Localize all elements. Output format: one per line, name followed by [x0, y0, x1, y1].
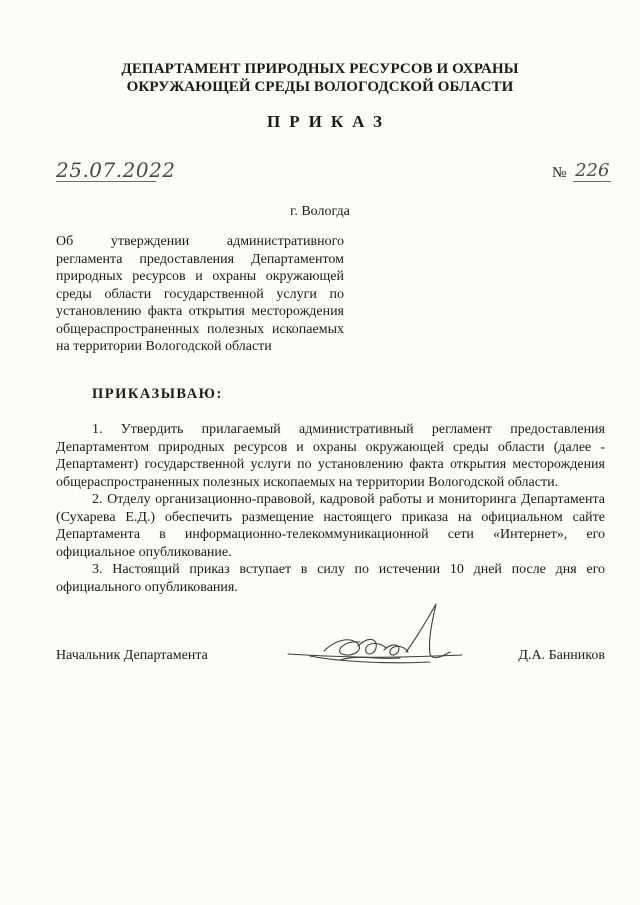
handwritten-signature [280, 596, 470, 676]
header-line-1: ДЕПАРТАМЕНТ ПРИРОДНЫХ РЕСУРСОВ И ОХРАНЫ [121, 61, 519, 77]
signatory-name: Д.А. Банников [518, 648, 605, 663]
paragraph-2: 2. Отделу организационно-правовой, кадровой работы и мониторинга Департамента (Сухарева Е.Д.) обеспечить размещение настоящего приказа на официальном сайте Департамента в информационно-телекоммуникационной сети «Интернет», его официальное опубликование. [56, 492, 605, 560]
department-header [0, 60, 640, 96]
orders-label: ПРИКАЗЫВАЮ: [92, 386, 223, 402]
order-subject: Об утверждении административного регламента предоставления Департаментом природных ресурсов и охраны окружающей среды области государственной услуги по установлению факта открытия месторождения общераспространенных полезных ископаемых на территории Вологодской области [56, 234, 344, 354]
header-line-2: ОКРУЖАЮЩЕЙ СРЕДЫ ВОЛОГОДСКОЙ ОБЛАСТИ [126, 79, 514, 95]
paragraph-1: 1. Утвердить прилагаемый административный регламент предоставления Департаментом природных ресурсов и охраны окружающей среды области (далее - Департамент) государственной услуги по установлению факта открытия месторождения общераспространенных полезных ископаемых на территории Вологодской области. [56, 422, 605, 490]
city: г. Вологда [290, 204, 350, 219]
order-date-value: 25.07.2022 [56, 158, 176, 182]
order-number-value: 226 [575, 160, 610, 181]
paragraph-3: 3. Настоящий приказ вступает в силу по истечении 10 дней после дня его официального опубликования. [56, 562, 605, 595]
order-number [552, 160, 611, 182]
order-title: ПРИКАЗ [267, 112, 391, 131]
order-date [56, 158, 176, 182]
order-body [56, 421, 605, 596]
signatory-title: Начальник Департамента [56, 648, 208, 663]
number-sign: № [552, 165, 567, 181]
